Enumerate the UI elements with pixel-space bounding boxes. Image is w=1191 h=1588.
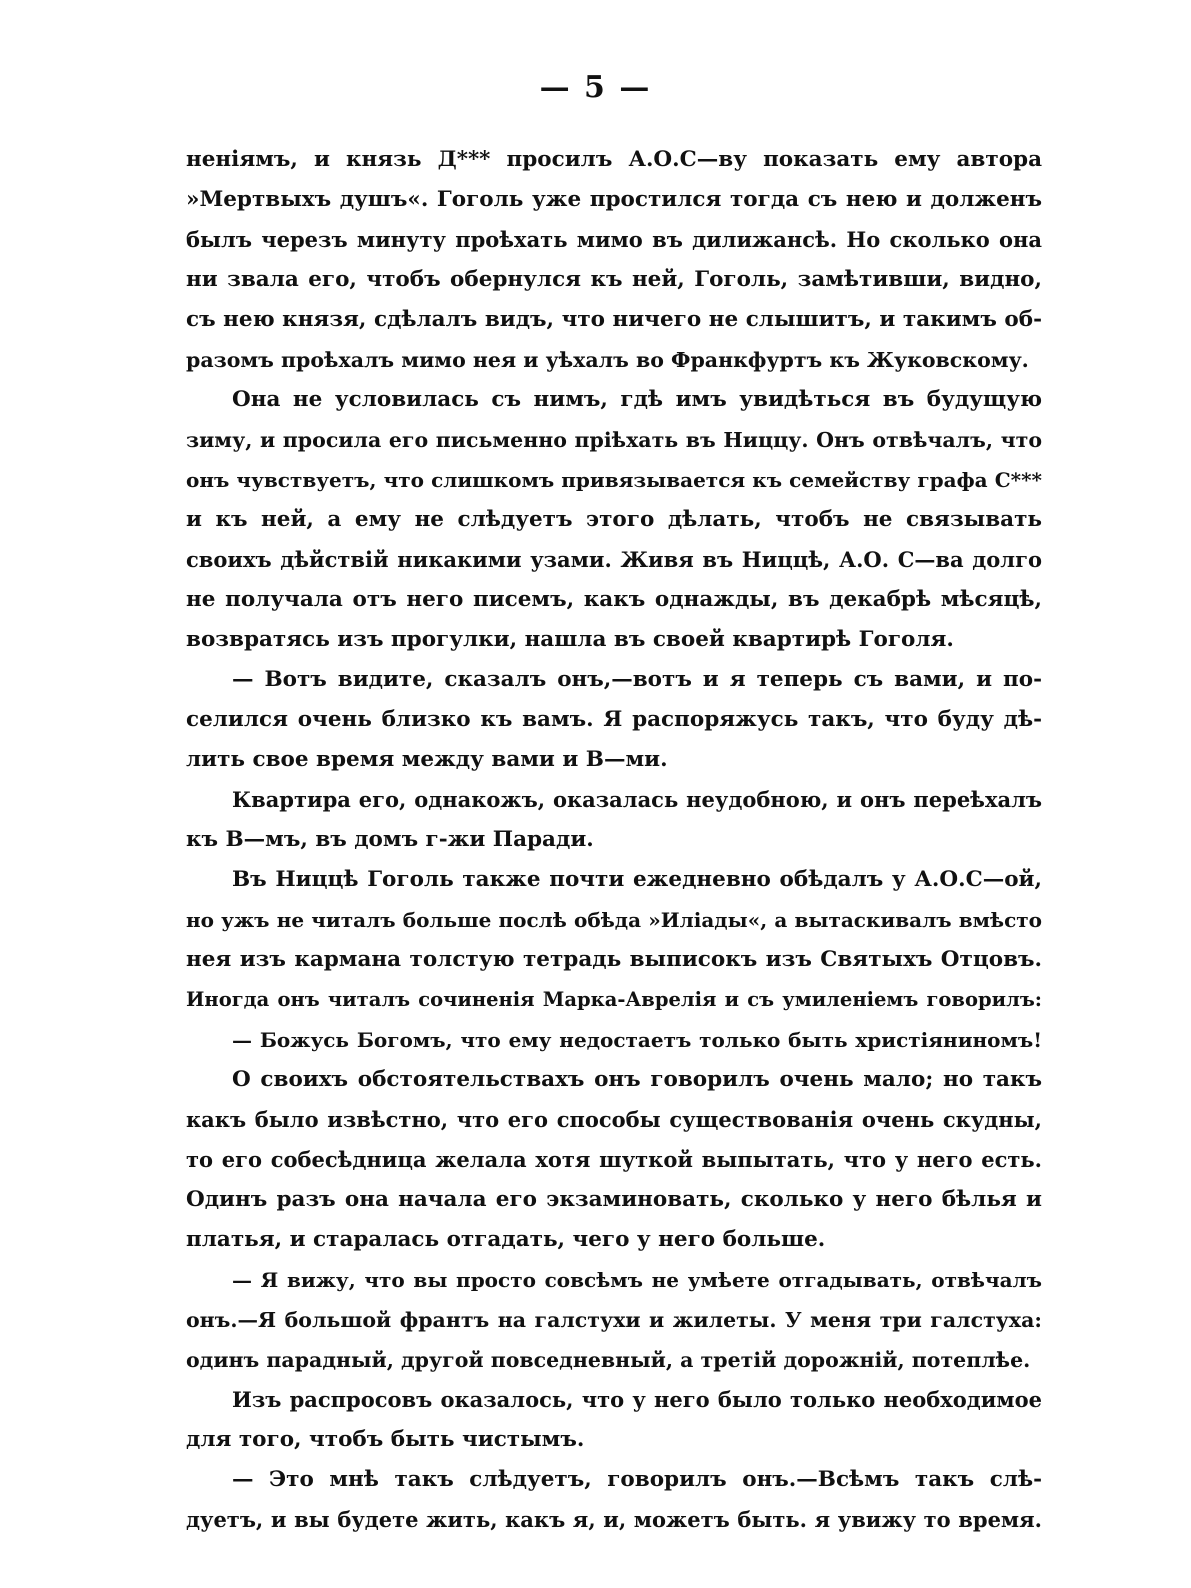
- text-line: Одинъ разъ она начала его экзаминовать, сколько у него бѣлья и: [186, 1187, 1042, 1212]
- text-line: неніямъ, и князь Д*** просилъ А.О.С—ву показать ему автора: [186, 147, 1042, 172]
- text-line: былъ черезъ минуту проѣхать мимо въ дилижансѣ. Но сколько она: [186, 227, 1042, 252]
- text-line: — Это мнѣ такъ слѣдуетъ, говорилъ онъ.—Всѣмъ такъ слѣ-: [232, 1467, 1042, 1492]
- text-line: и къ ней, а ему не слѣдуетъ этого дѣлать, чтобъ не связывать: [186, 507, 1042, 532]
- text-line: ни звала его, чтобъ обернулся къ ней, Гоголь, замѣтивши, видно,: [186, 267, 1042, 292]
- page-number: — 5 —: [539, 70, 652, 105]
- text-line: Изъ распросовъ оказалось, что у него было только необходимое: [232, 1387, 1042, 1412]
- text-line: Въ Ниццѣ Гоголь также почти ежедневно обѣдалъ у А.О.С—ой,: [232, 867, 1042, 892]
- text-line: для того, чтобъ быть чистымъ.: [186, 1427, 585, 1452]
- text-line: но ужъ не читалъ больше послѣ обѣда »Иліады«, а вытаскивалъ вмѣсто: [186, 908, 1042, 932]
- text-line: онъ.—Я большой франтъ на галстухи и жилеты. У меня три галстуха:: [186, 1308, 1042, 1332]
- text-line: то его собесѣдница желала хотя шуткой выпытать, что у него есть.: [186, 1147, 1042, 1172]
- text-line: нея изъ кармана толстую тетрадь выписокъ изъ Святыхъ Отцовъ.: [186, 947, 1042, 972]
- text-line: дуетъ, и вы будете жить, какъ я, и, можетъ быть. я увижу то время.: [186, 1507, 1042, 1532]
- text-line: своихъ дѣйствій никакими узами. Живя въ Ниццѣ, А.О. С—ва долго: [186, 547, 1042, 572]
- text-line: зиму, и просила его письменно пріѣхать въ Ниццу. Онъ отвѣчалъ, что: [186, 428, 1042, 452]
- text-line: съ нею князя, сдѣлалъ видъ, что ничего не слышитъ, и такимъ об-: [186, 307, 1042, 332]
- text-line: лить свое время между вами и В—ми.: [186, 747, 668, 772]
- text-line: Иногда онъ читалъ сочиненія Марка-Аврелія и съ умиленіемъ говорилъ:: [186, 988, 1042, 1011]
- text-line: — Я вижу, что вы просто совсѣмъ не умѣете отгадывать, отвѣчалъ: [232, 1268, 1042, 1292]
- text-line: О своихъ обстоятельствахъ онъ говорилъ очень мало; но такъ: [232, 1067, 1042, 1092]
- text-line: разомъ проѣхалъ мимо нея и уѣхалъ во Франкфуртъ къ Жуковскому.: [186, 348, 1029, 372]
- text-line: къ В—мъ, въ домъ г-жи Паради.: [186, 827, 594, 852]
- text-line: какъ было извѣстно, что его способы существованія очень скудны,: [186, 1107, 1042, 1132]
- text-line: »Мертвыхъ душъ«. Гоголь уже простился тогда съ нею и долженъ: [186, 187, 1042, 212]
- text-line: селился очень близко къ вамъ. Я распоряжусь такъ, что буду дѣ-: [186, 707, 1042, 732]
- text-line: Она не условилась съ нимъ, гдѣ имъ увидѣться въ будущую: [232, 387, 1042, 412]
- text-line: платья, и старалась отгадать, чего у него больше.: [186, 1227, 826, 1252]
- text-line: не получала отъ него писемъ, какъ однажды, въ декабрѣ мѣсяцѣ,: [186, 587, 1042, 612]
- text-line: Квартира его, однакожъ, оказалась неудобною, и онъ переѣхалъ: [232, 787, 1042, 812]
- text-line: — Вотъ видите, сказалъ онъ,—вотъ и я теперь съ вами, и по-: [232, 667, 1042, 692]
- body-text: [186, 140, 1042, 1540]
- text-line: возвратясь изъ прогулки, нашла въ своей квартирѣ Гоголя.: [186, 627, 954, 652]
- text-line: онъ чувствуетъ, что слишкомъ привязывается къ семейству графа С***: [186, 468, 1042, 492]
- text-line: — Божусь Богомъ, что ему недостаетъ только быть христіяниномъ!: [232, 1028, 1042, 1052]
- text-line: одинъ парадный, другой повседневный, а третій дорожній, потеплѣе.: [186, 1348, 1031, 1372]
